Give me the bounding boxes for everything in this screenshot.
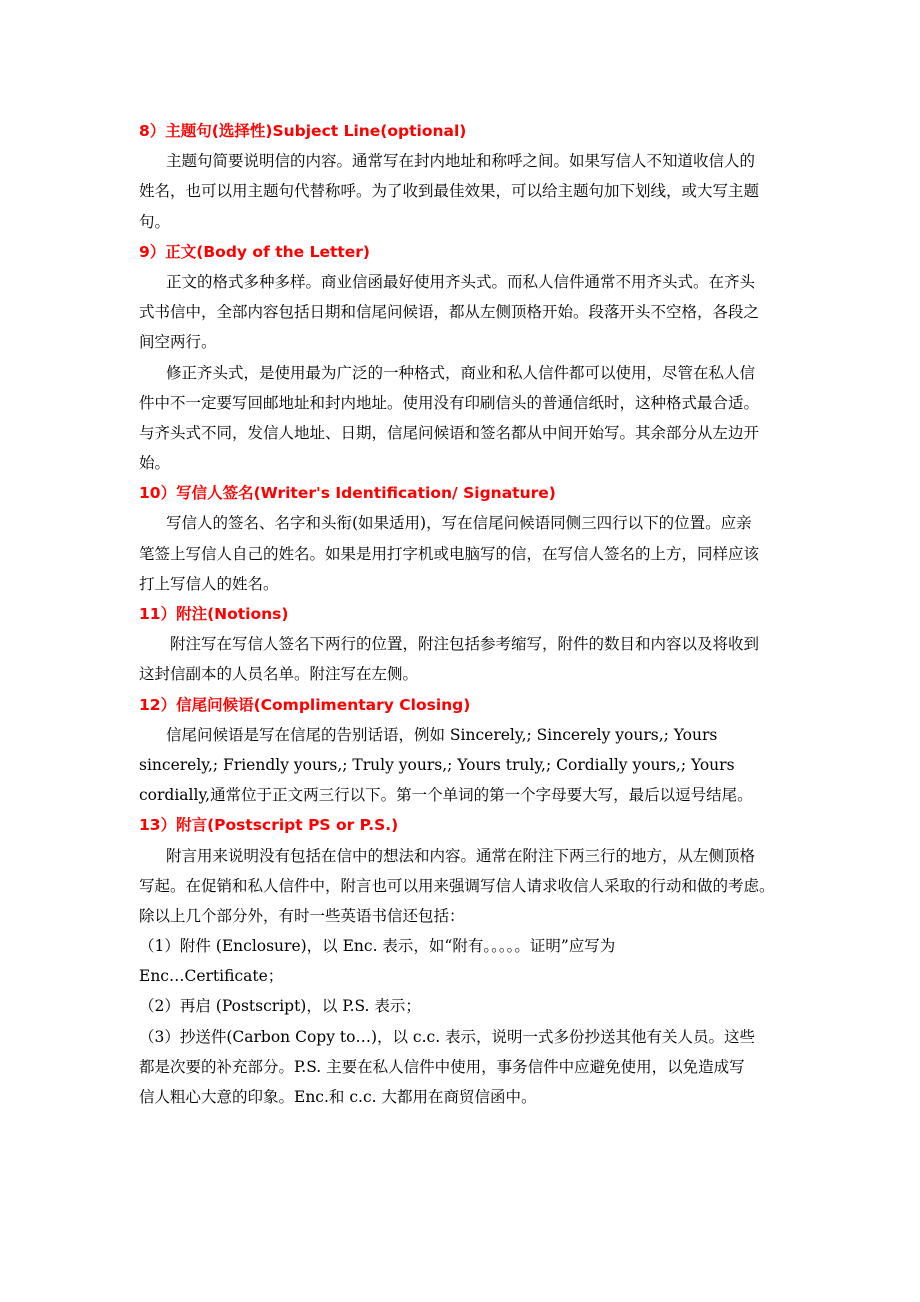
paragraph-line: 除以上几个部分外，有时一些英语书信还包括： [139, 906, 465, 925]
list-item-enclosure: （1）附件 (Enclosure)，以 Enc. 表示，如“附有。。。。。证明”应写为 [139, 937, 616, 956]
section-heading-complimentary-closing: 12）信尾问候语(Complimentary Closing) [139, 695, 471, 714]
paragraph-line: 正文的格式多种多样。商业信函最好使用齐头式。而私人信件通常不用齐头式。在齐头 [166, 272, 756, 291]
section-heading-postscript: 13）附言(Postscript PS or P.S.) [139, 816, 399, 835]
paragraph-line: sincerely,; Friendly yours,; Truly yours,; Yours truly,; Cordially yours,; Yours [139, 755, 735, 774]
paragraph-line: 附注写在写信人签名下两行的位置，附注包括参考缩写，附件的数目和内容以及将收到 [170, 635, 760, 654]
paragraph-line: 打上写信人的姓名。 [139, 574, 279, 593]
paragraph-line: 都是次要的补充部分。P.S. 主要在私人信件中使用，事务信件中应避免使用，以免造成写 [139, 1057, 745, 1076]
paragraph-line: 件中不一定要写回邮地址和封内地址。使用没有印刷信头的普通信纸时，这种格式最合适。 [139, 393, 760, 412]
list-item-postscript: （2）再启 (Postscript)，以 P.S. 表示； [139, 997, 421, 1016]
paragraph-line: 信人粗心大意的印象。Enc.和 c.c. 大都用在商贸信函中。 [139, 1088, 537, 1106]
document-content [139, 116, 787, 1112]
section-heading-writers-signature: 10）写信人签名(Writer's Identification/ Signature) [139, 484, 556, 503]
paragraph-line: 笔签上写信人自己的姓名。如果是用打字机或电脑写的信，在写信人签名的上方，同样应该 [139, 544, 760, 563]
paragraph-line: 间空两行。 [139, 333, 217, 352]
paragraph-line: 与齐头式不同，发信人地址、日期，信尾问候语和签名都从中间开始写。其余部分从左边开 [139, 423, 760, 442]
paragraph-line: 式书信中，全部内容包括日期和信尾问候语，都从左侧顶格开始。段落开头不空格，各段之 [139, 303, 760, 322]
section-heading-body-of-letter: 9）正文(Body of the Letter) [139, 242, 371, 261]
paragraph-line: 始。 [139, 454, 171, 473]
paragraph-line: 这封信副本的人员名单。附注写在左侧。 [139, 665, 419, 684]
paragraph-line: 句。 [139, 212, 171, 231]
paragraph-line: cordially,通常位于正文两三行以下。第一个单词的第一个字母要大写，最后以逗号结尾。 [139, 786, 753, 805]
section-heading-notions: 11）附注(Notions) [139, 605, 289, 623]
paragraph-line: 写起。在促销和私人信件中，附言也可以用来强调写信人请求收信人采取的行动和做的考虑。 [139, 876, 775, 895]
paragraph-line: 修正齐头式，是使用最为广泛的一种格式，商业和私人信件都可以使用，尽管在私人信 [166, 363, 756, 382]
list-item-carbon-copy: （3）抄送件(Carbon Copy to…)，以 c.c. 表示，说明一式多份抄送其他有关人员。这些 [139, 1027, 756, 1046]
paragraph-line: 写信人的签名、名字和头衔(如果适用)，写在信尾问候语同侧三四行以下的位置。应亲 [166, 514, 752, 533]
paragraph-line: 附言用来说明没有包括在信中的想法和内容。通常在附注下两三行的地方，从左侧顶格 [166, 846, 756, 865]
paragraph-line: 主题句简要说明信的内容。通常写在封内地址和称呼之间。如果写信人不知道收信人的 [166, 152, 756, 171]
list-item-enclosure-continued: Enc…Certificate； [139, 967, 284, 986]
section-heading-subject-line: 8）主题句(选择性)Subject Line(optional) [139, 122, 467, 140]
paragraph-line: 姓名，也可以用主题句代替称呼。为了收到最佳效果，可以给主题句加下划线，或大写主题 [139, 182, 760, 201]
paragraph-line: 信尾问候语是写在信尾的告别话语，例如 Sincerely,; Sincerely yours,; Yours [166, 725, 718, 744]
